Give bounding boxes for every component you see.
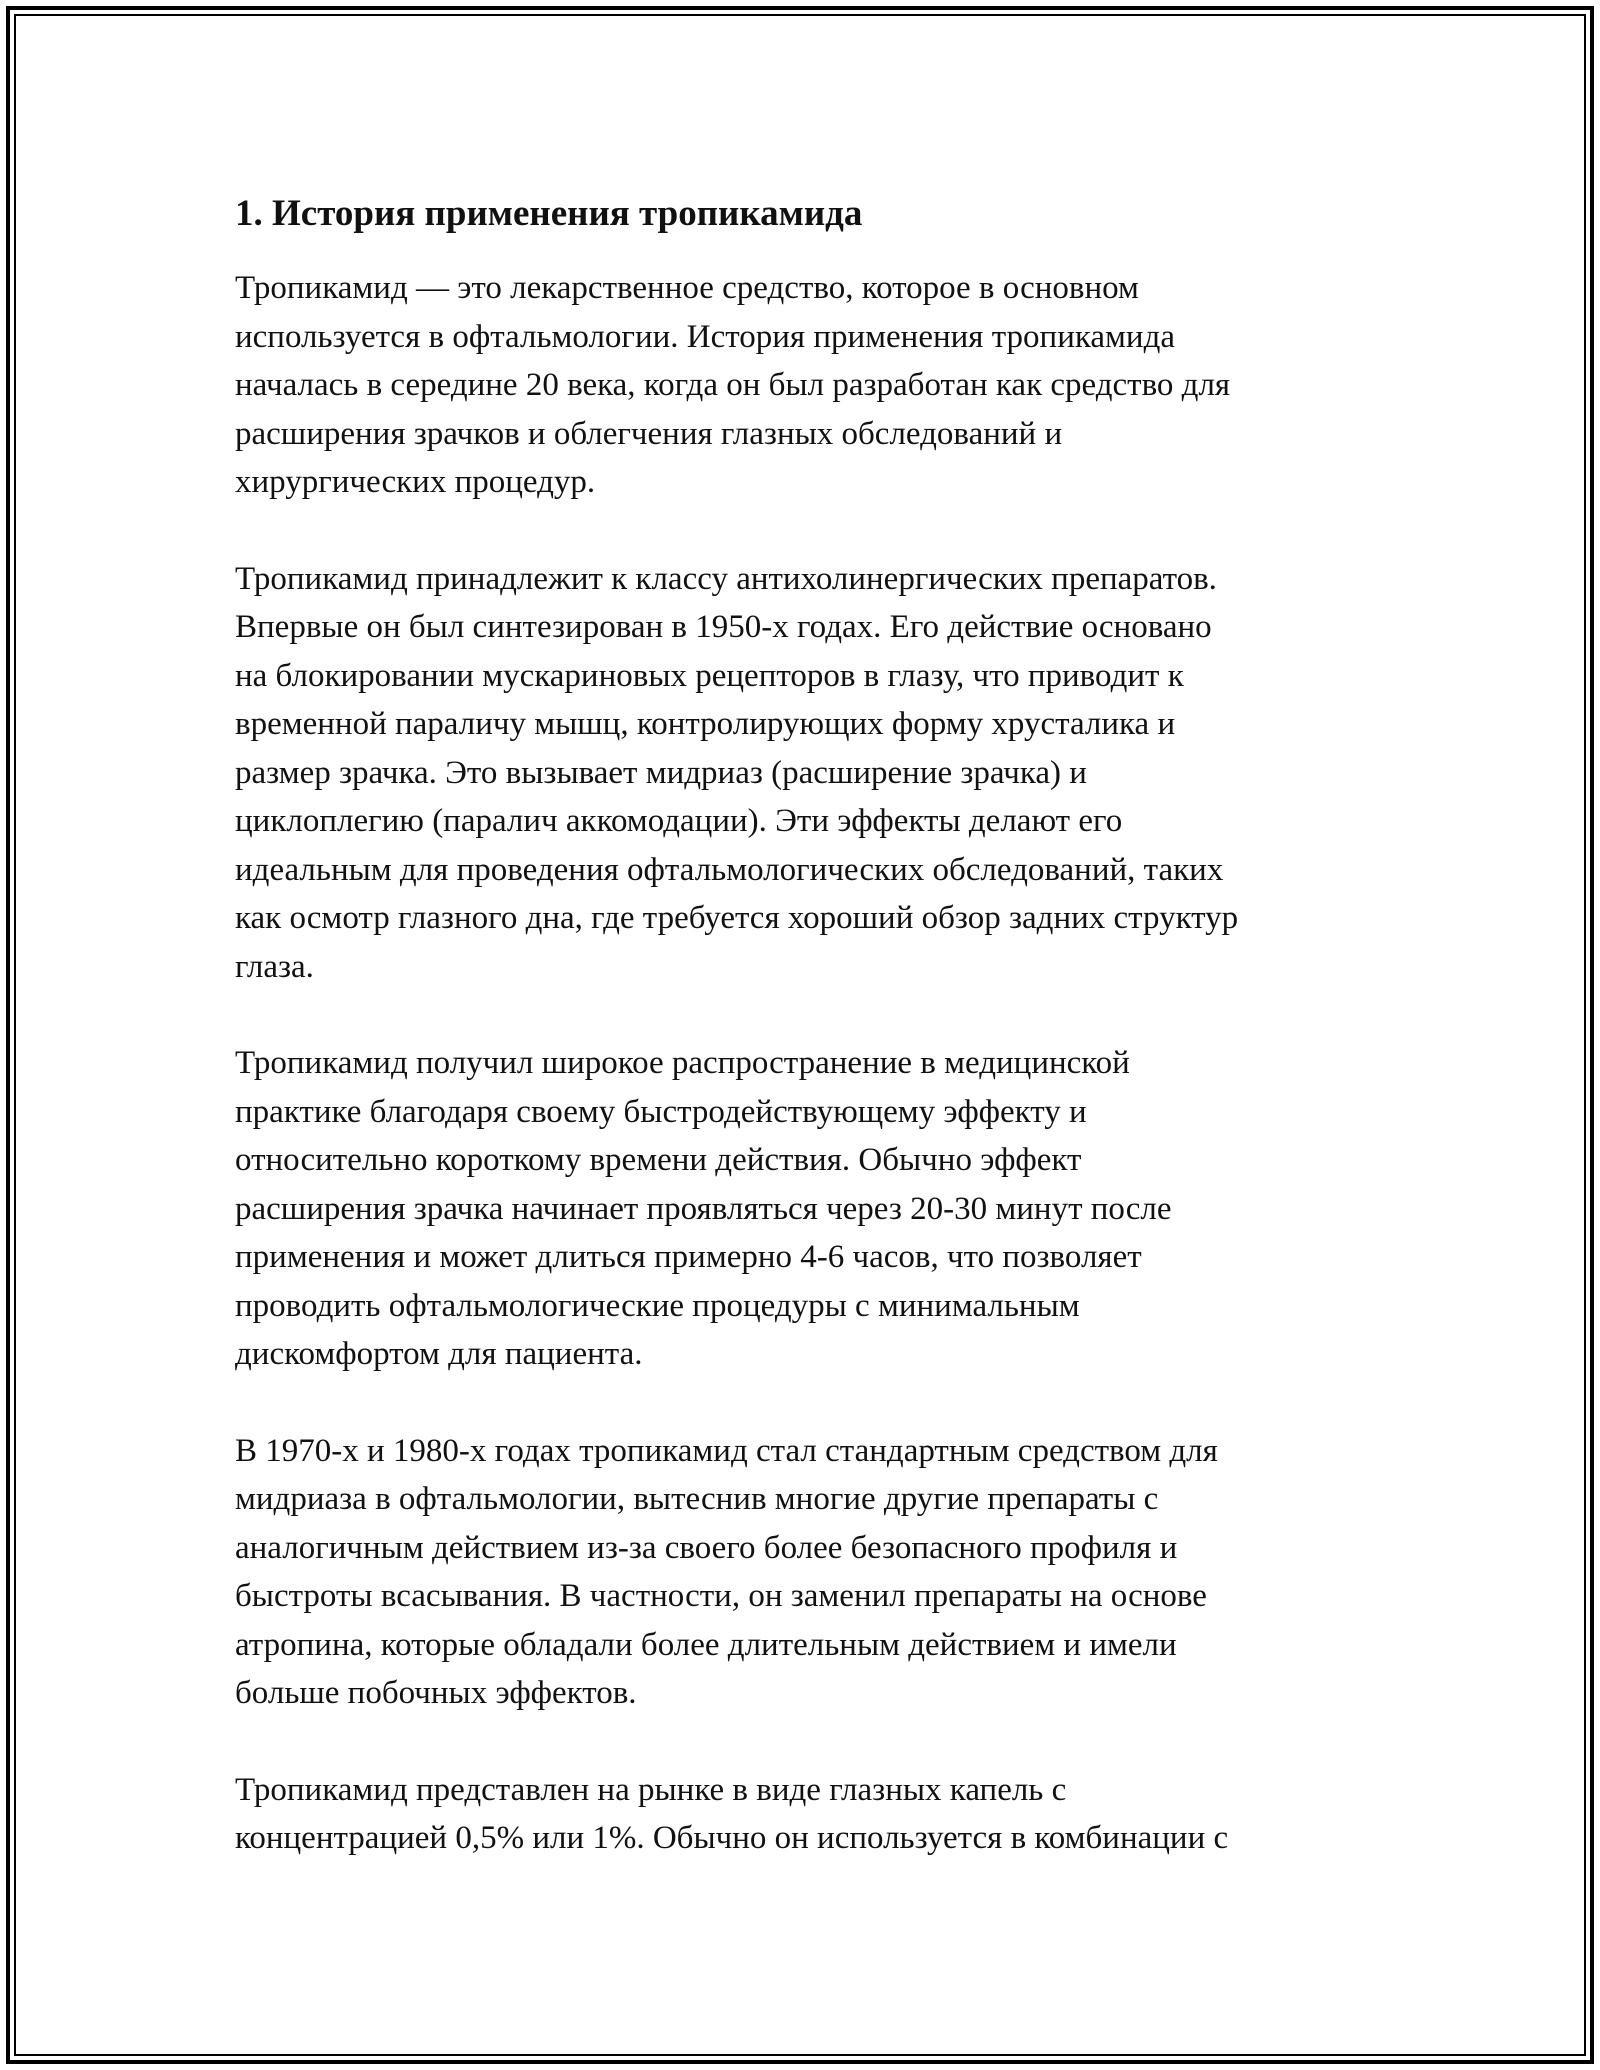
text-line: циклоплегию (паралич аккомодации). Эти эффекты делают его xyxy=(235,803,1123,839)
text-line: быстроты всасывания. В частности, он заменил препараты на основе xyxy=(235,1578,1207,1614)
paragraph-3 xyxy=(235,1039,1370,1379)
text-line: Тропикамид принадлежит к классу антихолинергических препаратов. xyxy=(235,560,1217,597)
text-line: относительно короткому времени действия. Обычно эффект xyxy=(235,1142,1082,1178)
text-line: Тропикамид представлен на рынке в виде глазных капель с xyxy=(235,1771,1067,1808)
text-line: атропина, которые обладали более длительным действием и имели xyxy=(235,1626,1177,1663)
text-line: расширения зрачка начинает проявляться через 20-30 минут после xyxy=(235,1190,1172,1227)
document-body xyxy=(235,190,1370,1911)
text-line: дискомфортом для пациента. xyxy=(235,1336,643,1372)
text-line: временной параличу мышц, контролирующих форму хрусталика и xyxy=(235,706,1176,742)
text-line: глаза. xyxy=(235,948,314,985)
text-line: идеальным для проведения офтальмологических обследований, таких xyxy=(235,851,1224,888)
text-line: на блокировании мускариновых рецепторов в глазу, что приводит к xyxy=(235,657,1184,694)
text-line: больше побочных эффектов. xyxy=(235,1675,637,1711)
text-line: Тропикамид — это лекарственное средство, которое в основном xyxy=(235,270,1139,306)
text-line: мидриаза в офтальмологии, вытеснив многие другие препараты с xyxy=(235,1481,1159,1517)
paragraph-4 xyxy=(235,1427,1370,1718)
text-line: как осмотр глазного дна, где требуется хороший обзор задних структур xyxy=(235,900,1239,936)
paragraph-2 xyxy=(235,555,1370,992)
text-line: концентрацией 0,5% или 1%. Обычно он используется в комбинации с xyxy=(235,1820,1229,1856)
text-line: используется в офтальмологии. История применения тропикамида xyxy=(235,318,1176,355)
paragraph-1 xyxy=(235,264,1370,507)
text-line: Тропикамид получил широкое распространение в медицинской xyxy=(235,1045,1130,1081)
text-line: практике благодаря своему быстродействующему эффекту и xyxy=(235,1093,1087,1130)
text-line: хирургических процедур. xyxy=(235,464,596,500)
text-line: размер зрачка. Это вызывает мидриаз (расширение зрачка) и xyxy=(235,754,1087,791)
section-heading: 1. История применения тропикамида xyxy=(235,193,863,234)
text-line: началась в середине 20 века, когда он был разработан как средство для xyxy=(235,367,1231,403)
text-line: проводить офтальмологические процедуры с минимальным xyxy=(235,1287,1080,1324)
text-line: применения и может длиться примерно 4-6 часов, что позволяет xyxy=(235,1239,1142,1275)
text-line: В 1970-х и 1980-х годах тропикамид стал стандартным средством для xyxy=(235,1432,1218,1469)
text-line: аналогичным действием из-за своего более безопасного профиля и xyxy=(235,1529,1178,1566)
text-line: Впервые он был синтезирован в 1950-х годах. Его действие основано xyxy=(235,609,1212,645)
text-line: расширения зрачков и облегчения глазных обследований и xyxy=(235,415,1063,452)
paragraph-5 xyxy=(235,1766,1370,1863)
